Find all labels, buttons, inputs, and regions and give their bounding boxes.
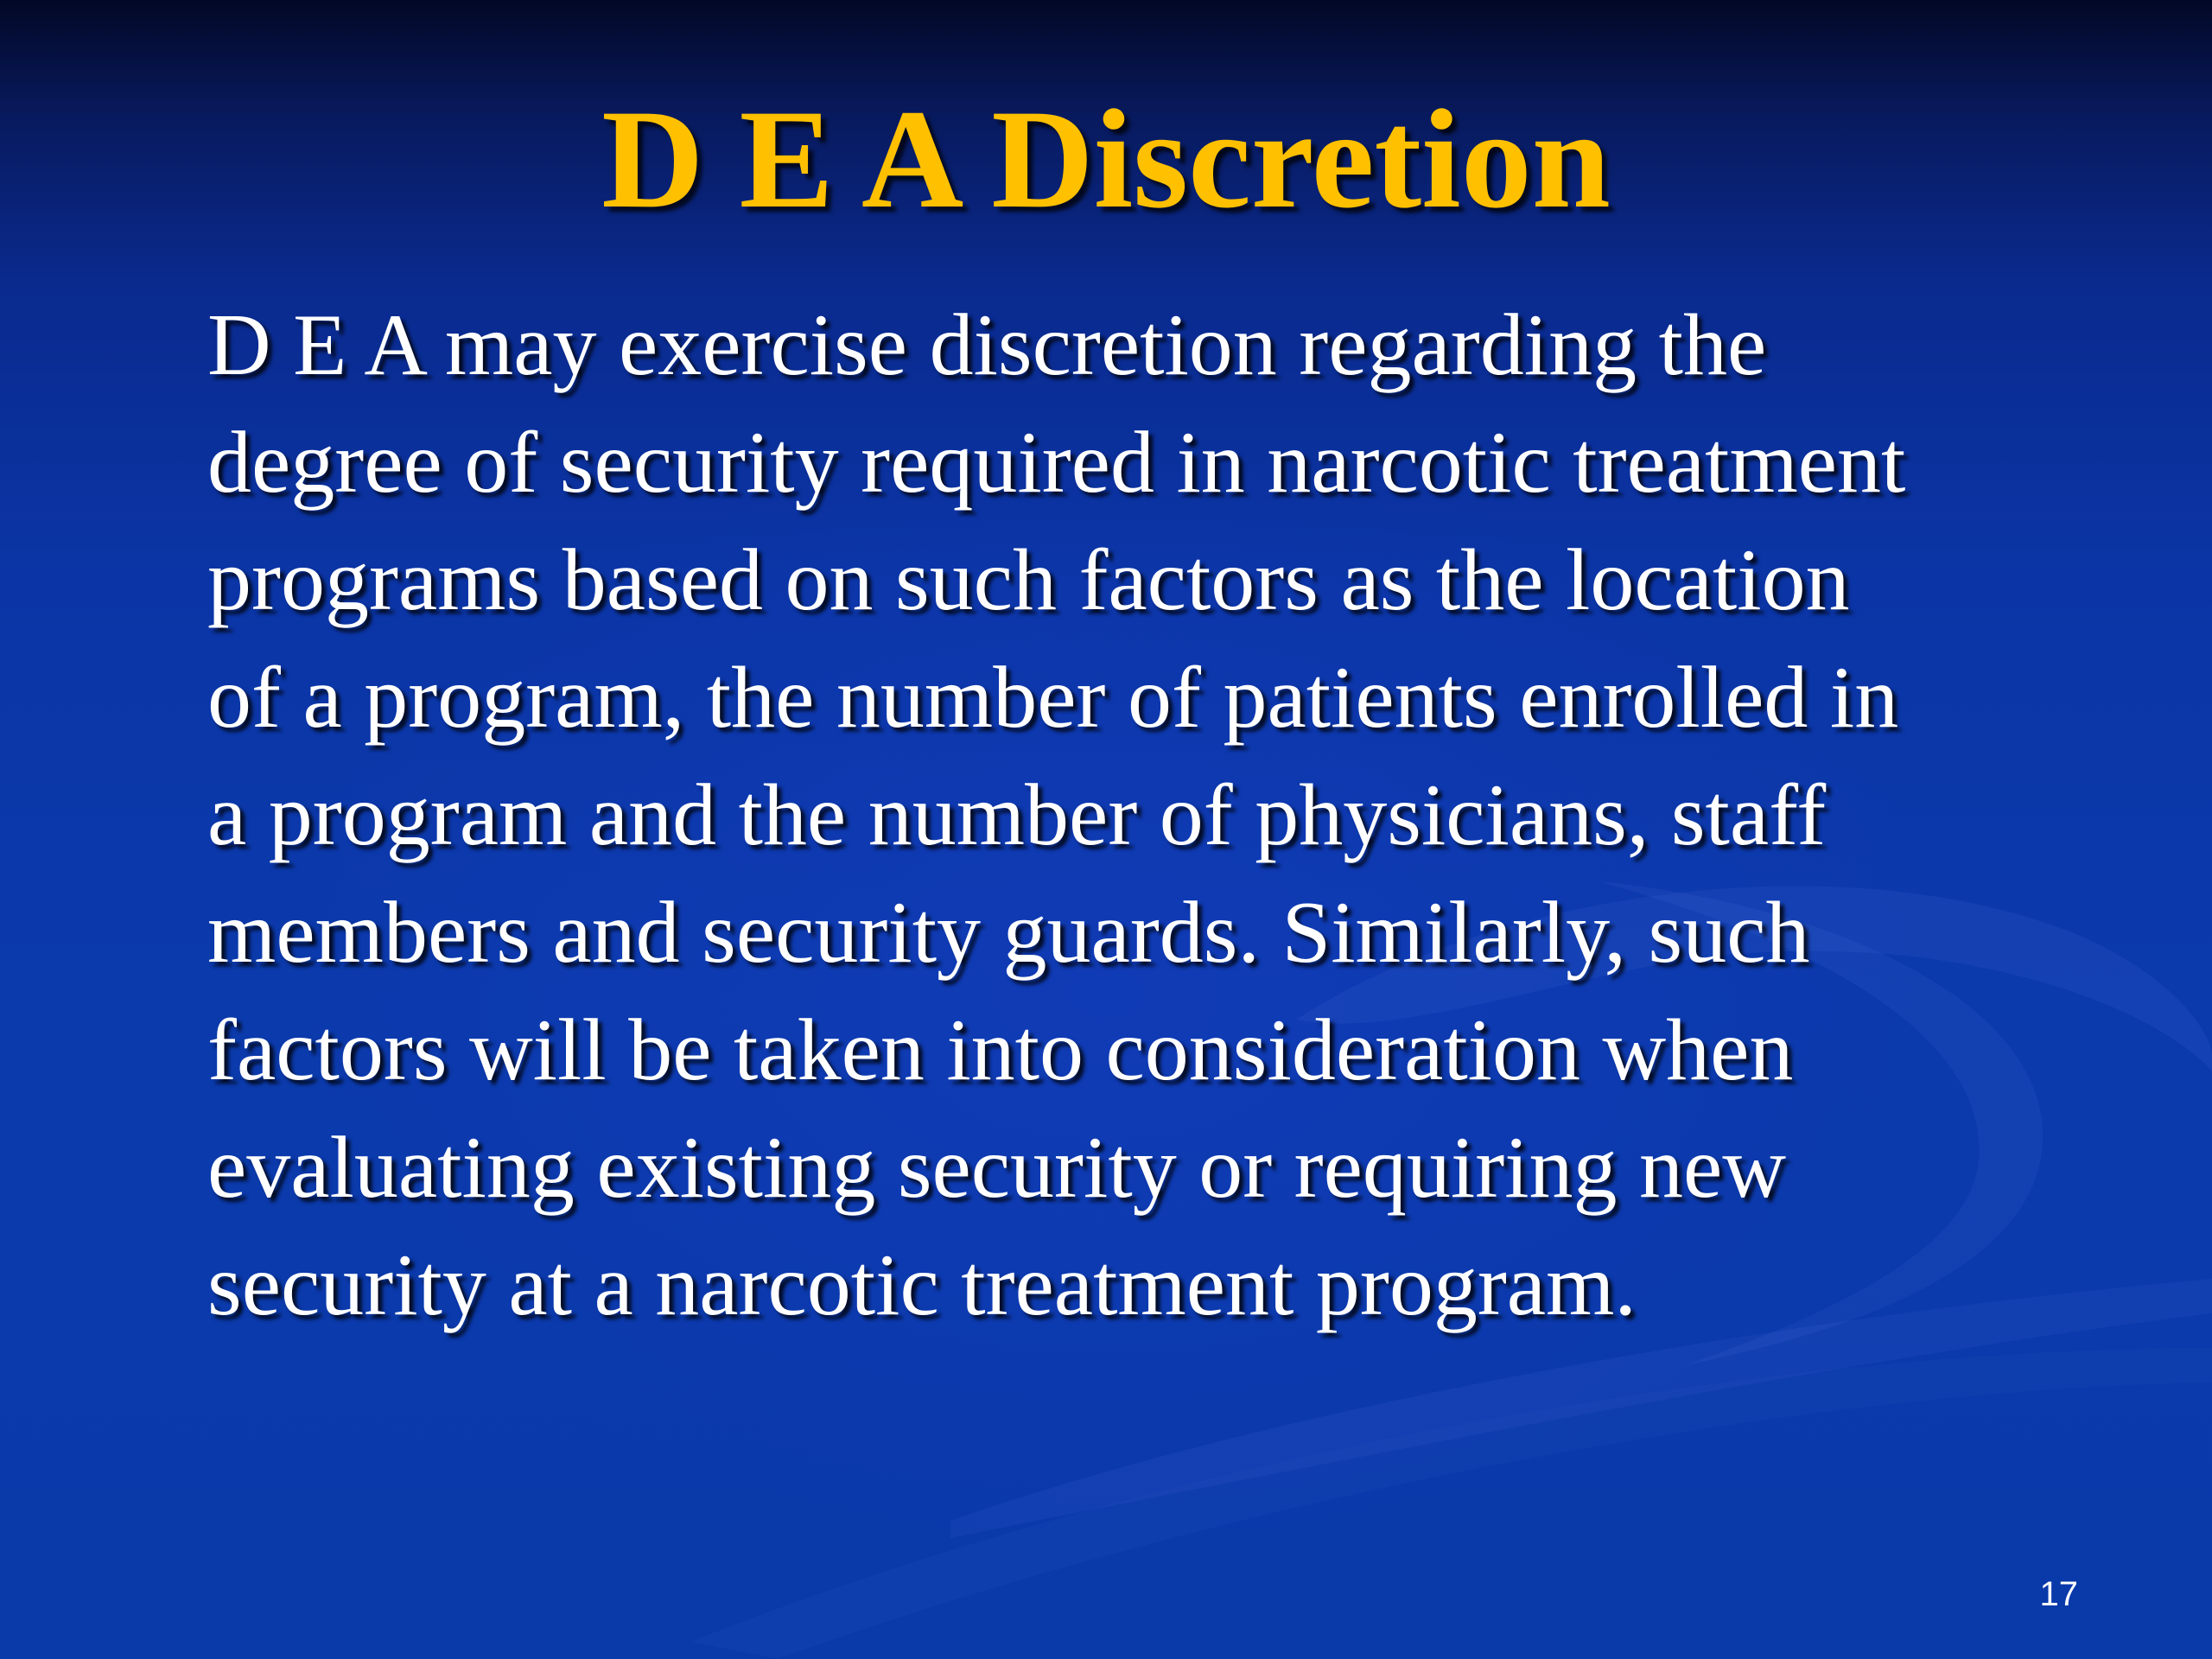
body-line: a program and the number of physicians, staff <box>207 766 1827 864</box>
body-line: degree of security required in narcotic treatment <box>207 414 1906 512</box>
body-line: programs based on such factors as the location <box>207 531 1850 629</box>
body-line: members and security guards. Similarly, such <box>207 884 1810 982</box>
slide-title: D E A Discretion <box>601 81 1611 238</box>
slide-number: 17 <box>2039 1575 2078 1613</box>
body-line: security at a narcotic treatment program. <box>207 1236 1637 1334</box>
body-line: D E A may exercise discretion regarding the <box>207 296 1767 394</box>
slide-body-text <box>207 287 2195 1344</box>
body-line: of a program, the number of patients enrolled in <box>207 649 1899 747</box>
body-line: evaluating existing security or requiring new <box>207 1119 1786 1217</box>
body-line: factors will be taken into consideration when <box>207 1001 1794 1099</box>
